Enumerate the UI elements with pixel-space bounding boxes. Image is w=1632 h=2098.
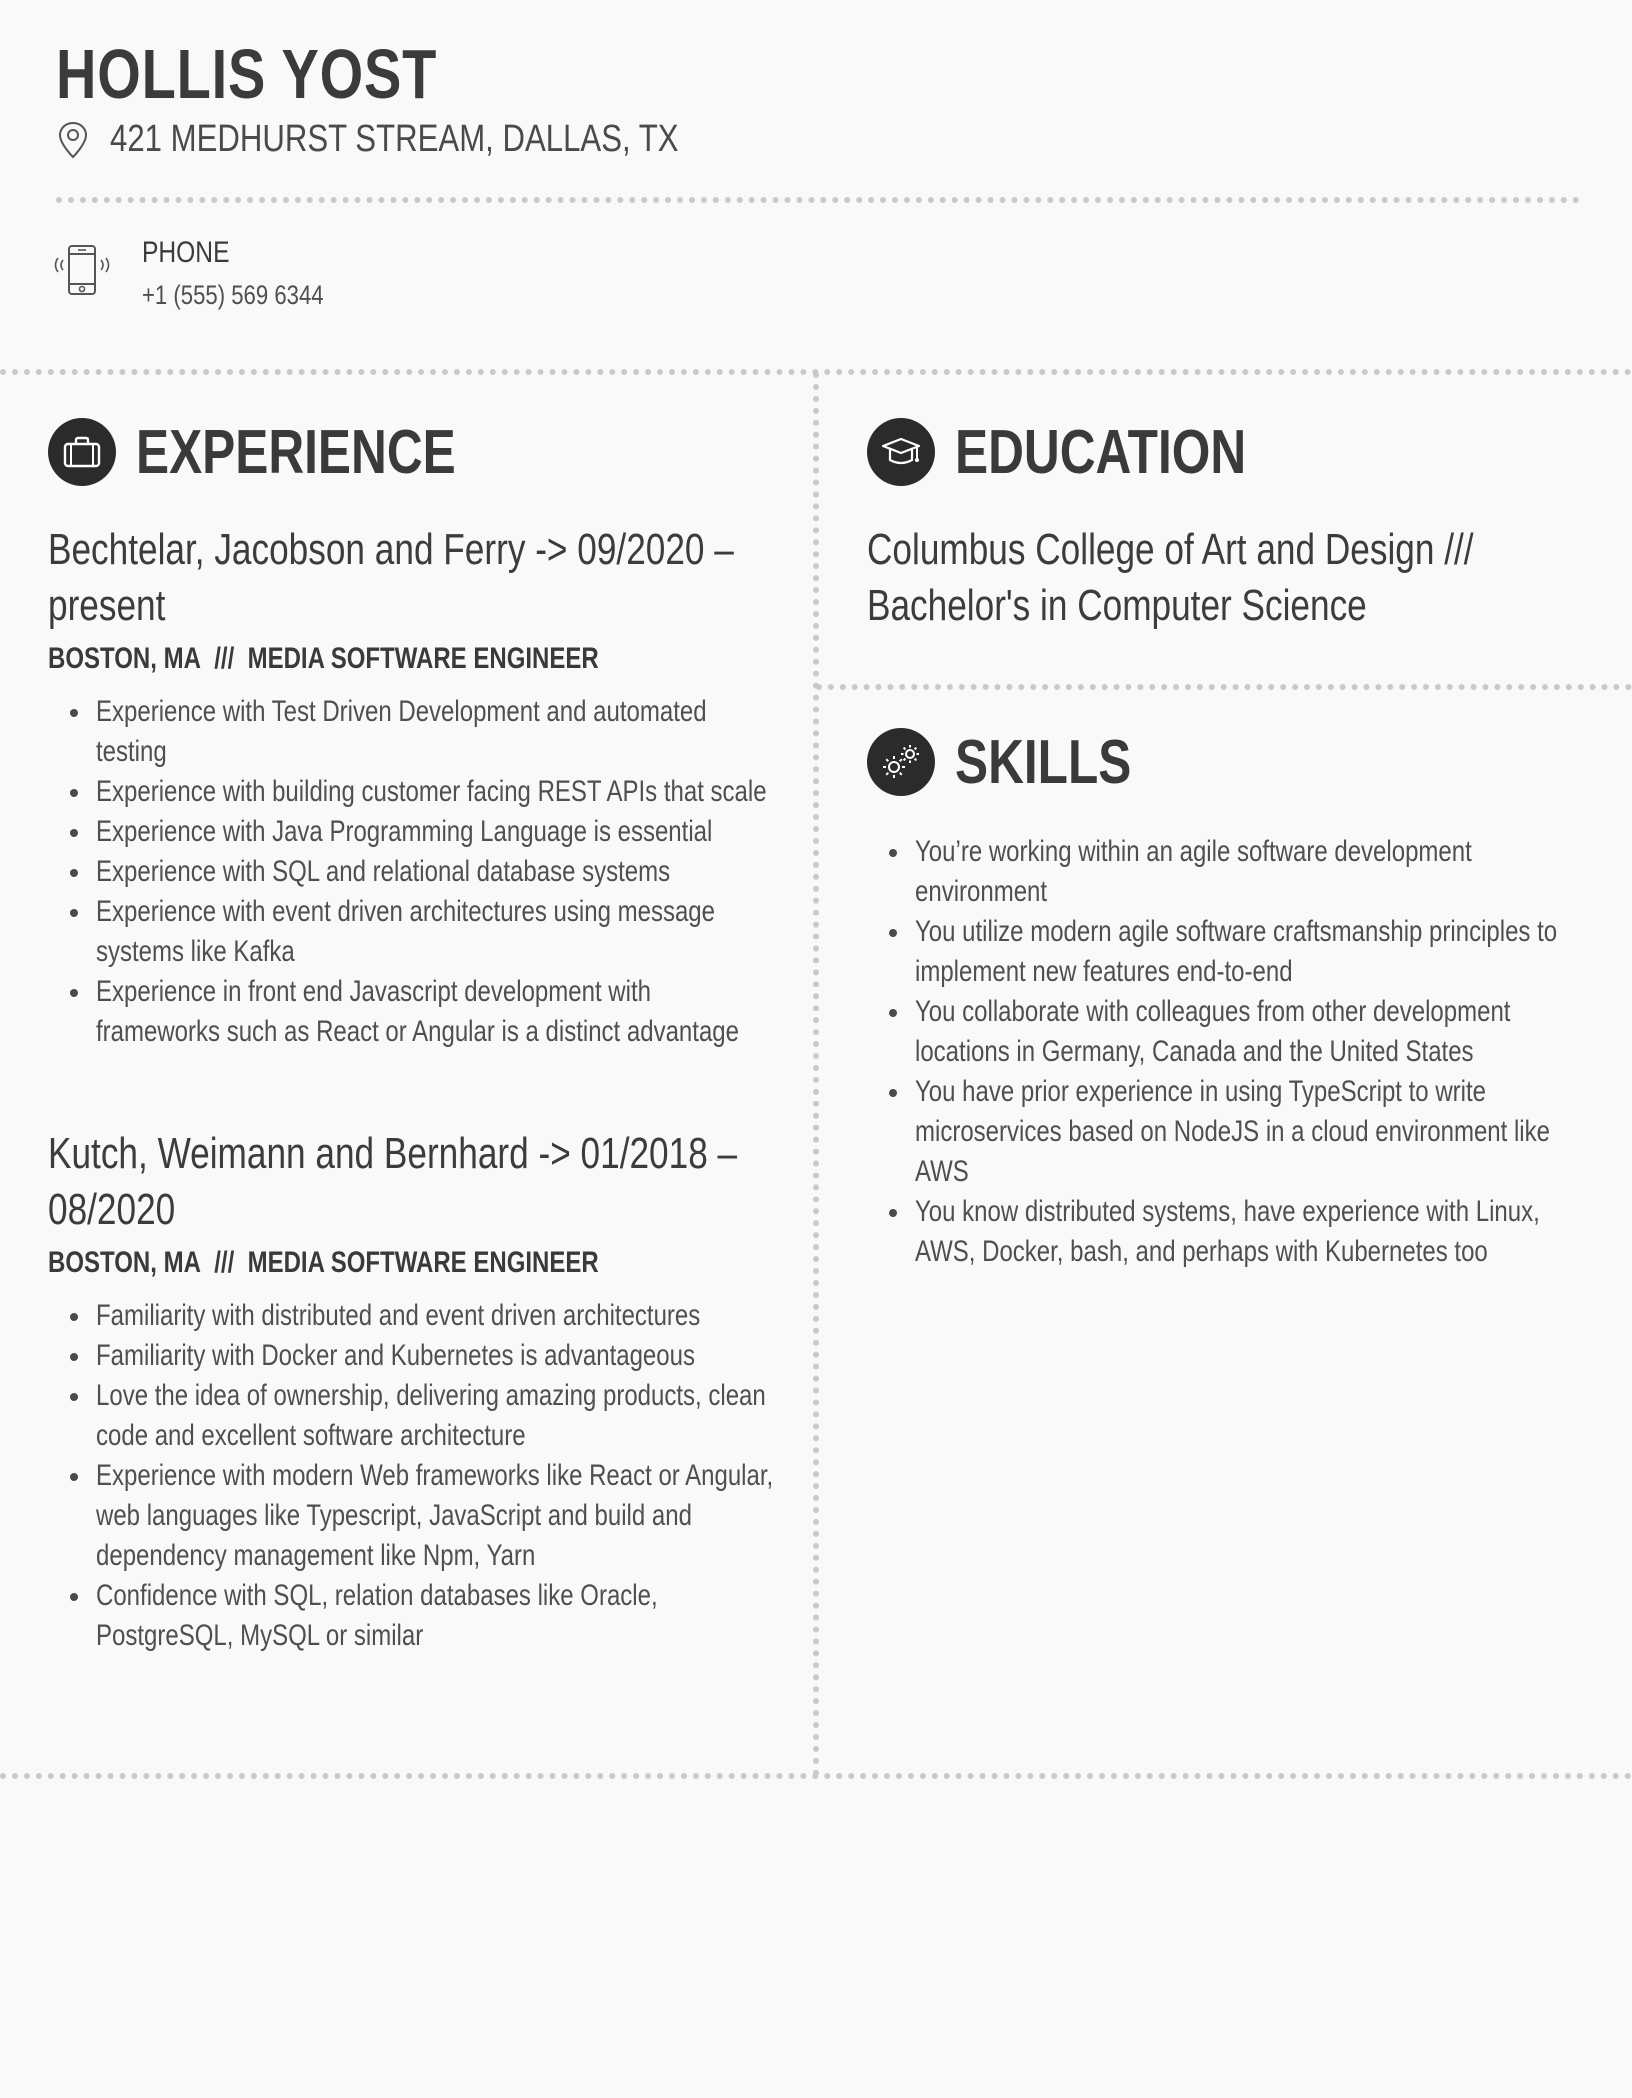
job-separator: /// bbox=[214, 1246, 235, 1279]
job-location: BOSTON, MA bbox=[48, 1246, 201, 1279]
list-item: You have prior experience in using TypeScript to write microservices based on NodeJS in a cloud environment like AWS bbox=[867, 1072, 1587, 1192]
skills-section bbox=[867, 722, 1587, 1272]
address-line bbox=[56, 118, 803, 161]
phone-value: +1 (555) 569 6344 bbox=[142, 280, 324, 310]
job-title: Bechtelar, Jacobson and Ferry -> 09/2020 – present bbox=[48, 525, 734, 630]
skills-title: SKILLS bbox=[955, 727, 1132, 797]
map-pin-icon bbox=[56, 120, 90, 160]
job-title: Kutch, Weimann and Bernhard -> 01/2018 – 08/2020 bbox=[48, 1129, 738, 1234]
list-item: Experience in front end Javascript development with frameworks such as React or Angular is a distinct advantage bbox=[48, 972, 788, 1052]
right-column-divider bbox=[816, 684, 1632, 690]
list-item: You know distributed systems, have experience with Linux, AWS, Docker, bash, and perhaps with Kubernetes too bbox=[867, 1192, 1587, 1272]
list-item: Experience with SQL and relational database systems bbox=[48, 852, 788, 892]
skills-bullets bbox=[867, 832, 1587, 1272]
job-bullets bbox=[48, 692, 788, 1052]
list-item: Experience with Java Programming Language is essential bbox=[48, 812, 788, 852]
job-entry bbox=[48, 522, 788, 1052]
phone-contact bbox=[54, 236, 363, 311]
list-item: Experience with building customer facing REST APIs that scale bbox=[48, 772, 788, 812]
phone-label: PHONE bbox=[142, 236, 230, 269]
job-entry bbox=[48, 1126, 788, 1656]
candidate-name: HOLLIS YOST bbox=[56, 35, 438, 113]
job-bullets bbox=[48, 1296, 788, 1656]
list-item: Love the idea of ownership, delivering amazing products, clean code and excellent software architecture bbox=[48, 1376, 788, 1456]
list-item: You collaborate with colleagues from other development locations in Germany, Canada and the United States bbox=[867, 992, 1587, 1072]
education-section bbox=[867, 412, 1587, 634]
list-item: You utilize modern agile software craftsmanship principles to implement new features end-to-end bbox=[867, 912, 1587, 992]
list-item: Confidence with SQL, relation databases like Oracle, PostgreSQL, MySQL or similar bbox=[48, 1576, 788, 1656]
job-meta bbox=[48, 1246, 640, 1290]
list-item: Experience with modern Web frameworks like React or Angular, web languages like Typescript, JavaScript and build and dependency management like Npm, Yarn bbox=[48, 1456, 788, 1576]
job-meta bbox=[48, 642, 640, 686]
address-text: 421 MEDHURST STREAM, DALLAS, TX bbox=[110, 118, 679, 160]
job-separator: /// bbox=[214, 642, 235, 675]
briefcase-icon bbox=[48, 418, 116, 486]
header-divider bbox=[56, 197, 1580, 203]
skills-header bbox=[867, 722, 1587, 802]
gears-icon bbox=[867, 728, 935, 796]
column-divider bbox=[813, 372, 819, 1777]
list-item: Experience with event driven architectures using message systems like Kafka bbox=[48, 892, 788, 972]
job-role: MEDIA SOFTWARE ENGINEER bbox=[247, 642, 599, 675]
experience-header bbox=[48, 412, 788, 492]
education-entry: Columbus College of Art and Design /// Bachelor's in Computer Science bbox=[867, 525, 1474, 630]
experience-section bbox=[48, 412, 788, 1656]
education-header bbox=[867, 412, 1587, 492]
experience-title: EXPERIENCE bbox=[136, 417, 456, 487]
education-title: EDUCATION bbox=[955, 417, 1247, 487]
job-location: BOSTON, MA bbox=[48, 642, 201, 675]
list-item: Familiarity with distributed and event driven architectures bbox=[48, 1296, 788, 1336]
graduation-cap-icon bbox=[867, 418, 935, 486]
bottom-section-divider bbox=[0, 1773, 1632, 1779]
phone-icon bbox=[54, 240, 110, 302]
list-item: Familiarity with Docker and Kubernetes is advantageous bbox=[48, 1336, 788, 1376]
list-item: Experience with Test Driven Development and automated testing bbox=[48, 692, 788, 772]
right-column bbox=[867, 412, 1587, 1268]
list-item: You’re working within an agile software development environment bbox=[867, 832, 1587, 912]
job-role: MEDIA SOFTWARE ENGINEER bbox=[247, 1246, 599, 1279]
